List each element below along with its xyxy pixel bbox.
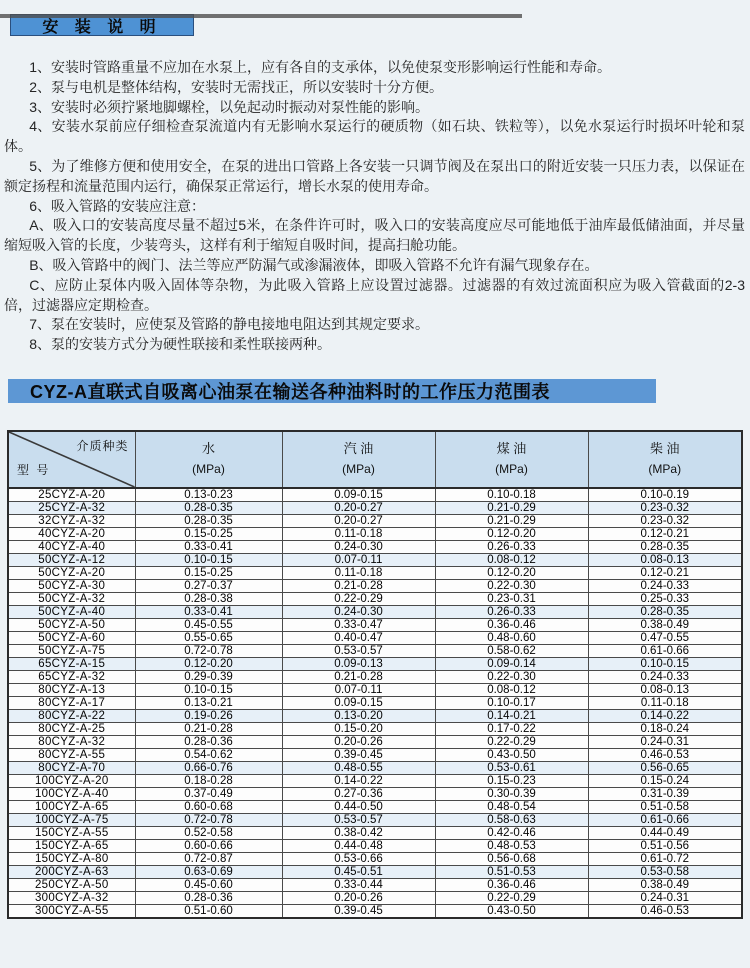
pressure-range-table: [7, 430, 743, 919]
instruction-item: 1、安装时管路重量不应加在水泵上，应有各自的支承体，以免使泵变形影响运行性能和寿命。: [29, 59, 611, 75]
instruction-item: 3、安装时必须拧紧地脚螺栓，以免起动时振动对泵性能的影响。: [29, 98, 429, 115]
cell-model: 25CYZ-A-32: [8, 501, 135, 514]
table-row: [8, 904, 742, 918]
instruction-item: 2、泵与电机是整体结构，安装时无需找正，所以安装时十分方便。: [29, 78, 443, 95]
cell-gasoline-pressure: 0.44-0.50: [282, 800, 435, 813]
table-row: [8, 787, 742, 800]
cell-kerosene-pressure: 0.08-0.12: [435, 553, 588, 566]
cell-model: 50CYZ-A-60: [8, 631, 135, 644]
cell-water-pressure: 0.28-0.36: [135, 735, 282, 748]
cell-gasoline-pressure: 0.11-0.18: [282, 566, 435, 579]
cell-gasoline-pressure: 0.20-0.27: [282, 514, 435, 527]
cell-gasoline-pressure: 0.40-0.47: [282, 631, 435, 644]
cell-kerosene-pressure: 0.10-0.17: [435, 696, 588, 709]
unit-label: (MPa): [342, 462, 375, 477]
cell-model: 300CYZ-A-55: [8, 904, 135, 918]
cell-gasoline-pressure: 0.07-0.11: [282, 683, 435, 696]
table-row: [8, 878, 742, 891]
cell-diesel-pressure: 0.12-0.21: [588, 527, 742, 540]
cell-model: 25CYZ-A-20: [8, 488, 135, 502]
cell-diesel-pressure: 0.25-0.33: [588, 592, 742, 605]
cell-gasoline-pressure: 0.09-0.15: [282, 696, 435, 709]
cell-kerosene-pressure: 0.12-0.20: [435, 527, 588, 540]
cell-gasoline-pressure: 0.11-0.18: [282, 527, 435, 540]
cell-gasoline-pressure: 0.27-0.36: [282, 787, 435, 800]
cell-diesel-pressure: 0.46-0.53: [588, 748, 742, 761]
cell-water-pressure: 0.10-0.15: [135, 683, 282, 696]
cell-model: 80CYZ-A-70: [8, 761, 135, 774]
table-header: [8, 431, 742, 488]
cell-kerosene-pressure: 0.48-0.60: [435, 631, 588, 644]
cell-water-pressure: 0.60-0.68: [135, 800, 282, 813]
cell-water-pressure: 0.13-0.21: [135, 696, 282, 709]
cell-diesel-pressure: 0.44-0.49: [588, 826, 742, 839]
cell-model: 150CYZ-A-65: [8, 839, 135, 852]
cell-diesel-pressure: 0.10-0.15: [588, 657, 742, 670]
cell-water-pressure: 0.63-0.69: [135, 865, 282, 878]
table-row: [8, 501, 742, 514]
table-row: [8, 644, 742, 657]
table-row: [8, 488, 742, 502]
instruction-item: 7、泵在安装时，应使泵及管路的静电接地电阻达到其规定要求。: [29, 316, 429, 333]
cell-kerosene-pressure: 0.43-0.50: [435, 748, 588, 761]
cell-diesel-pressure: 0.61-0.66: [588, 644, 742, 657]
section-title-text: 安 装 说 明: [42, 18, 162, 36]
cell-model: 80CYZ-A-17: [8, 696, 135, 709]
cell-kerosene-pressure: 0.22-0.30: [435, 670, 588, 683]
cell-kerosene-pressure: 0.48-0.54: [435, 800, 588, 813]
cell-diesel-pressure: 0.23-0.32: [588, 514, 742, 527]
cell-diesel-pressure: 0.24-0.33: [588, 579, 742, 592]
cell-model: 250CYZ-A-50: [8, 878, 135, 891]
cell-kerosene-pressure: 0.10-0.18: [435, 488, 588, 502]
cell-kerosene-pressure: 0.22-0.30: [435, 579, 588, 592]
table-row: [8, 670, 742, 683]
column-header-diesel: 柴 油 (MPa): [588, 431, 742, 488]
cell-kerosene-pressure: 0.21-0.29: [435, 501, 588, 514]
cell-kerosene-pressure: 0.42-0.46: [435, 826, 588, 839]
unit-label: (MPa): [192, 462, 225, 477]
cell-water-pressure: 0.12-0.20: [135, 657, 282, 670]
table-row: [8, 761, 742, 774]
cell-gasoline-pressure: 0.20-0.27: [282, 501, 435, 514]
table-row: [8, 553, 742, 566]
cell-water-pressure: 0.66-0.76: [135, 761, 282, 774]
cell-kerosene-pressure: 0.14-0.21: [435, 709, 588, 722]
cell-diesel-pressure: 0.31-0.39: [588, 787, 742, 800]
table-title-text: CYZ-A直联式自吸离心油泵在输送各种油料时的工作压力范围表: [30, 381, 550, 402]
cell-diesel-pressure: 0.12-0.21: [588, 566, 742, 579]
cell-gasoline-pressure: 0.09-0.15: [282, 488, 435, 502]
scan-artifact-strip: [0, 14, 522, 18]
instruction-subitem-c: C、应防止泵体内吸入固体等杂物，为此吸入管路上应设置过滤器。过滤器的有效过流面积应为吸入管截面的2-3倍，过滤器应定期检查。: [4, 276, 745, 313]
cell-model: 100CYZ-A-40: [8, 787, 135, 800]
cell-gasoline-pressure: 0.48-0.55: [282, 761, 435, 774]
cell-water-pressure: 0.33-0.41: [135, 605, 282, 618]
table-row: [8, 852, 742, 865]
table-row: [8, 800, 742, 813]
cell-diesel-pressure: 0.24-0.31: [588, 735, 742, 748]
cell-diesel-pressure: 0.08-0.13: [588, 683, 742, 696]
cell-diesel-pressure: 0.28-0.35: [588, 605, 742, 618]
cell-water-pressure: 0.15-0.25: [135, 527, 282, 540]
cell-gasoline-pressure: 0.20-0.26: [282, 891, 435, 904]
cell-diesel-pressure: 0.24-0.31: [588, 891, 742, 904]
table-row: [8, 826, 742, 839]
column-header-kerosene: 煤 油 (MPa): [435, 431, 588, 488]
cell-kerosene-pressure: 0.26-0.33: [435, 605, 588, 618]
cell-kerosene-pressure: 0.23-0.31: [435, 592, 588, 605]
cell-diesel-pressure: 0.08-0.13: [588, 553, 742, 566]
unit-label: (MPa): [495, 462, 528, 477]
cell-kerosene-pressure: 0.58-0.62: [435, 644, 588, 657]
cell-gasoline-pressure: 0.39-0.45: [282, 904, 435, 918]
table-row: [8, 514, 742, 527]
cell-diesel-pressure: 0.11-0.18: [588, 696, 742, 709]
table-row: [8, 579, 742, 592]
cell-kerosene-pressure: 0.58-0.63: [435, 813, 588, 826]
table-row: [8, 839, 742, 852]
cell-model: 100CYZ-A-65: [8, 800, 135, 813]
cell-water-pressure: 0.54-0.62: [135, 748, 282, 761]
cell-water-pressure: 0.37-0.49: [135, 787, 282, 800]
cell-gasoline-pressure: 0.44-0.48: [282, 839, 435, 852]
cell-gasoline-pressure: 0.53-0.66: [282, 852, 435, 865]
cell-gasoline-pressure: 0.53-0.57: [282, 813, 435, 826]
cell-kerosene-pressure: 0.17-0.22: [435, 722, 588, 735]
instruction-item: 8、泵的安装方式分为硬性联接和柔性联接两种。: [29, 336, 331, 353]
cell-diesel-pressure: 0.47-0.55: [588, 631, 742, 644]
cell-gasoline-pressure: 0.22-0.29: [282, 592, 435, 605]
cell-gasoline-pressure: 0.33-0.47: [282, 618, 435, 631]
cell-gasoline-pressure: 0.09-0.13: [282, 657, 435, 670]
table-row: [8, 696, 742, 709]
cell-water-pressure: 0.33-0.41: [135, 540, 282, 553]
cell-model: 40CYZ-A-40: [8, 540, 135, 553]
table-title-banner: [8, 379, 656, 403]
cell-model: 300CYZ-A-32: [8, 891, 135, 904]
cell-gasoline-pressure: 0.39-0.45: [282, 748, 435, 761]
cell-gasoline-pressure: 0.21-0.28: [282, 670, 435, 683]
cell-kerosene-pressure: 0.22-0.29: [435, 891, 588, 904]
cell-model: 40CYZ-A-20: [8, 527, 135, 540]
cell-water-pressure: 0.51-0.60: [135, 904, 282, 918]
cell-kerosene-pressure: 0.30-0.39: [435, 787, 588, 800]
cell-diesel-pressure: 0.14-0.22: [588, 709, 742, 722]
cell-model: 80CYZ-A-55: [8, 748, 135, 761]
cell-water-pressure: 0.10-0.15: [135, 553, 282, 566]
cell-kerosene-pressure: 0.22-0.29: [435, 735, 588, 748]
cell-diesel-pressure: 0.56-0.65: [588, 761, 742, 774]
cell-kerosene-pressure: 0.09-0.14: [435, 657, 588, 670]
instruction-item: 5、为了维修方便和使用安全，在泵的进出口管路上各安装一只调节阀及在泵出口的附近安装一只压力表，以保证在额定扬程和流量范围内运行，确保泵正常运行，增长水泵的使用寿命。: [4, 157, 745, 194]
cell-water-pressure: 0.55-0.65: [135, 631, 282, 644]
table-row: [8, 566, 742, 579]
cell-water-pressure: 0.45-0.55: [135, 618, 282, 631]
table-row: [8, 527, 742, 540]
cell-model: 80CYZ-A-32: [8, 735, 135, 748]
table-row: [8, 605, 742, 618]
cell-diesel-pressure: 0.38-0.49: [588, 878, 742, 891]
table-row: [8, 592, 742, 605]
cell-model: 80CYZ-A-22: [8, 709, 135, 722]
cell-diesel-pressure: 0.10-0.19: [588, 488, 742, 502]
column-header-gasoline: 汽 油 (MPa): [282, 431, 435, 488]
cell-kerosene-pressure: 0.36-0.46: [435, 618, 588, 631]
cell-model: 80CYZ-A-13: [8, 683, 135, 696]
corner-header-cell: [8, 431, 135, 488]
cell-kerosene-pressure: 0.53-0.61: [435, 761, 588, 774]
cell-water-pressure: 0.72-0.78: [135, 813, 282, 826]
instruction-subitem-a: A、吸入口的安装高度尽量不超过5米，在条件许可时，吸入口的安装高度应尽可能地低于油库最低储油面，并尽量缩短吸入管的长度，少装弯头，这样有利于缩短自吸时间，提高扫舱功能。: [4, 217, 745, 254]
table-row: [8, 683, 742, 696]
cell-kerosene-pressure: 0.36-0.46: [435, 878, 588, 891]
cell-water-pressure: 0.15-0.25: [135, 566, 282, 579]
cell-water-pressure: 0.19-0.26: [135, 709, 282, 722]
cell-gasoline-pressure: 0.24-0.30: [282, 540, 435, 553]
cell-diesel-pressure: 0.46-0.53: [588, 904, 742, 918]
table-row: [8, 631, 742, 644]
cell-diesel-pressure: 0.38-0.49: [588, 618, 742, 631]
cell-gasoline-pressure: 0.38-0.42: [282, 826, 435, 839]
cell-diesel-pressure: 0.24-0.33: [588, 670, 742, 683]
cell-gasoline-pressure: 0.53-0.57: [282, 644, 435, 657]
cell-kerosene-pressure: 0.26-0.33: [435, 540, 588, 553]
cell-diesel-pressure: 0.15-0.24: [588, 774, 742, 787]
cell-model: 65CYZ-A-32: [8, 670, 135, 683]
cell-kerosene-pressure: 0.56-0.68: [435, 852, 588, 865]
table-row: [8, 748, 742, 761]
cell-model: 32CYZ-A-32: [8, 514, 135, 527]
cell-water-pressure: 0.28-0.35: [135, 514, 282, 527]
instruction-subitem-b: B、吸入管路中的阀门、法兰等应严防漏气或渗漏液体，即吸入管路不允许有漏气现象存在。: [29, 256, 599, 273]
cell-gasoline-pressure: 0.14-0.22: [282, 774, 435, 787]
cell-water-pressure: 0.21-0.28: [135, 722, 282, 735]
instruction-item: 4、安装水泵前应仔细检查泵流道内有无影响水泵运行的硬质物（如石块、铁粒等），以免水泵运行时损坏叶轮和泵体。: [4, 118, 745, 155]
cell-gasoline-pressure: 0.13-0.20: [282, 709, 435, 722]
table-row: [8, 618, 742, 631]
cell-kerosene-pressure: 0.48-0.53: [435, 839, 588, 852]
cell-water-pressure: 0.28-0.36: [135, 891, 282, 904]
cell-water-pressure: 0.60-0.66: [135, 839, 282, 852]
cell-gasoline-pressure: 0.33-0.44: [282, 878, 435, 891]
cell-kerosene-pressure: 0.51-0.53: [435, 865, 588, 878]
cell-model: 150CYZ-A-55: [8, 826, 135, 839]
cell-water-pressure: 0.18-0.28: [135, 774, 282, 787]
cell-kerosene-pressure: 0.08-0.12: [435, 683, 588, 696]
cell-water-pressure: 0.28-0.35: [135, 501, 282, 514]
cell-diesel-pressure: 0.18-0.24: [588, 722, 742, 735]
cell-water-pressure: 0.45-0.60: [135, 878, 282, 891]
cell-kerosene-pressure: 0.21-0.29: [435, 514, 588, 527]
cell-gasoline-pressure: 0.15-0.20: [282, 722, 435, 735]
cell-model: 200CYZ-A-63: [8, 865, 135, 878]
installation-instructions: [4, 58, 745, 355]
table-row: [8, 540, 742, 553]
cell-model: 50CYZ-A-12: [8, 553, 135, 566]
cell-gasoline-pressure: 0.07-0.11: [282, 553, 435, 566]
cell-model: 50CYZ-A-40: [8, 605, 135, 618]
cell-model: 80CYZ-A-25: [8, 722, 135, 735]
cell-model: 100CYZ-A-75: [8, 813, 135, 826]
table-row: [8, 891, 742, 904]
cell-water-pressure: 0.27-0.37: [135, 579, 282, 592]
table-row: [8, 657, 742, 670]
table-row: [8, 774, 742, 787]
instruction-item: 6、吸入管路的安装应注意：: [29, 197, 205, 214]
cell-diesel-pressure: 0.53-0.58: [588, 865, 742, 878]
cell-gasoline-pressure: 0.21-0.28: [282, 579, 435, 592]
cell-model: 150CYZ-A-80: [8, 852, 135, 865]
scanned-document-page: [0, 14, 750, 968]
cell-model: 100CYZ-A-20: [8, 774, 135, 787]
cell-water-pressure: 0.52-0.58: [135, 826, 282, 839]
cell-model: 50CYZ-A-20: [8, 566, 135, 579]
cell-gasoline-pressure: 0.24-0.30: [282, 605, 435, 618]
cell-water-pressure: 0.13-0.23: [135, 488, 282, 502]
table-row: [8, 865, 742, 878]
cell-diesel-pressure: 0.51-0.58: [588, 800, 742, 813]
cell-kerosene-pressure: 0.43-0.50: [435, 904, 588, 918]
cell-diesel-pressure: 0.28-0.35: [588, 540, 742, 553]
table-row: [8, 722, 742, 735]
cell-diesel-pressure: 0.23-0.32: [588, 501, 742, 514]
table-body: [8, 488, 742, 918]
cell-water-pressure: 0.72-0.78: [135, 644, 282, 657]
table-row: [8, 709, 742, 722]
table-row: [8, 813, 742, 826]
cell-model: 50CYZ-A-50: [8, 618, 135, 631]
cell-model: 50CYZ-A-75: [8, 644, 135, 657]
cell-model: 65CYZ-A-15: [8, 657, 135, 670]
cell-diesel-pressure: 0.61-0.66: [588, 813, 742, 826]
cell-gasoline-pressure: 0.20-0.26: [282, 735, 435, 748]
cell-gasoline-pressure: 0.45-0.51: [282, 865, 435, 878]
corner-label-media-type: 介质种类: [76, 438, 129, 453]
corner-label-model: 型 号: [17, 463, 51, 478]
cell-water-pressure: 0.72-0.87: [135, 852, 282, 865]
cell-kerosene-pressure: 0.15-0.23: [435, 774, 588, 787]
cell-model: 50CYZ-A-30: [8, 579, 135, 592]
cell-model: 50CYZ-A-32: [8, 592, 135, 605]
cell-diesel-pressure: 0.51-0.56: [588, 839, 742, 852]
column-header-water: 水 (MPa): [135, 431, 282, 488]
cell-water-pressure: 0.29-0.39: [135, 670, 282, 683]
cell-water-pressure: 0.28-0.38: [135, 592, 282, 605]
cell-diesel-pressure: 0.61-0.72: [588, 852, 742, 865]
unit-label: (MPa): [648, 462, 682, 477]
cell-kerosene-pressure: 0.12-0.20: [435, 566, 588, 579]
table-row: [8, 735, 742, 748]
